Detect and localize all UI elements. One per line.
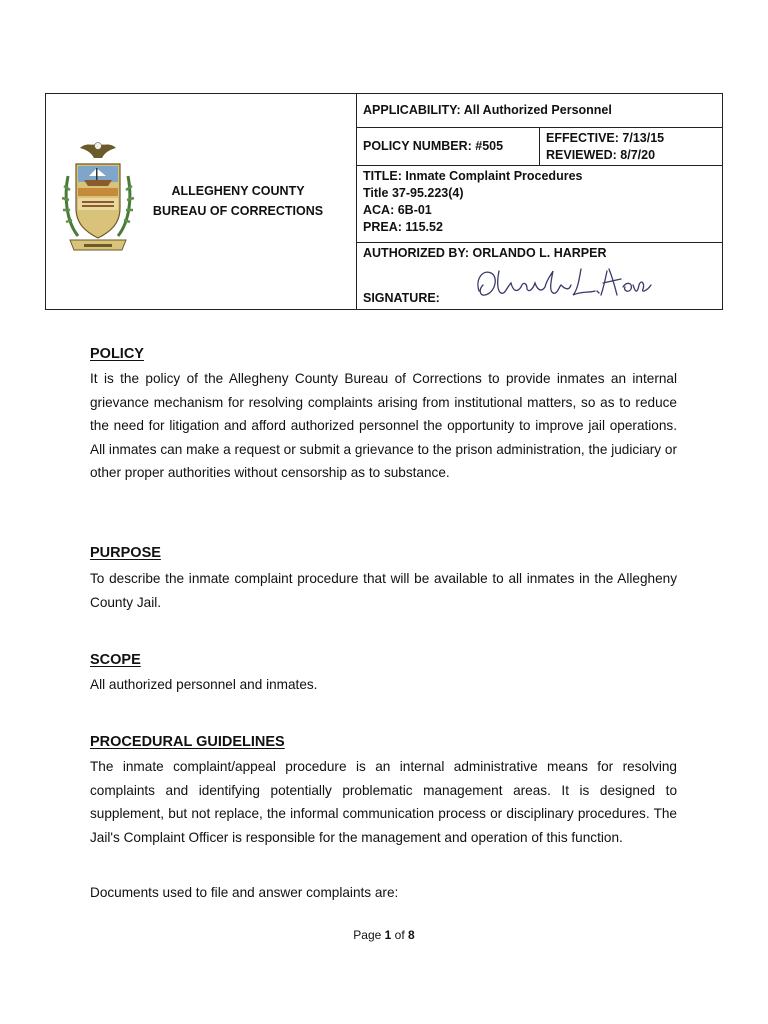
scope-paragraph: All authorized personnel and inmates.: [90, 677, 318, 692]
procedural-guidelines-paragraph: The inmate complaint/appeal procedure is an internal administrative means for resolving complaints and identifying potentially problematic management areas. It is designed to supplement, but not replace, the informal communication process or disciplinary procedures. The Jail's Complaint Officer is responsible for the management and operation of this function.: [90, 759, 677, 845]
page-current: 1: [384, 928, 392, 942]
authorization-cell: [357, 242, 723, 309]
authorized-by: AUTHORIZED BY: ORLANDO L. HARPER: [363, 245, 607, 260]
purpose-heading: PURPOSE: [90, 545, 161, 561]
title-reference: Title 37-95.223(4): [363, 186, 464, 201]
policy-header-table: [45, 93, 723, 310]
handwritten-signature: [473, 261, 653, 303]
agency-line-county: ALLEGHENY COUNTY: [171, 183, 305, 198]
purpose-paragraph: To describe the inmate complaint procedure that will be available to all inmates in the Allegheny County Jail.: [90, 571, 677, 610]
policy-paragraph: It is the policy of the Allegheny County Bureau of Corrections to provide inmates an internal grievance mechanism for resolving complaints arising from institutional matters, so as to reduce the need for litigation and afford authorized personnel the opportunity to improve jail operations. All inmates can make a request or submit a grievance to the prison administration, the judiciary or other proper authorities without censorship as to substance.: [90, 371, 677, 480]
signature-label: SIGNATURE:: [363, 291, 440, 305]
aca-reference: ACA: 6B-01: [363, 203, 432, 218]
procedural-guidelines-heading: PROCEDURAL GUIDELINES: [90, 734, 285, 750]
page-total: 8: [408, 928, 415, 942]
page-number: [0, 928, 768, 942]
policy-number-cell: POLICY NUMBER: #505: [357, 128, 540, 166]
page-prefix: Page: [353, 928, 385, 942]
dates-cell: [540, 128, 723, 166]
county-seal-icon: [56, 136, 140, 266]
title-cell: [357, 166, 723, 242]
prea-reference: PREA: 115.52: [363, 220, 443, 235]
agency-cell: [46, 94, 357, 310]
policy-title: TITLE: Inmate Complaint Procedures: [363, 169, 583, 184]
documents-paragraph: Documents used to file and answer complaints are:: [90, 885, 399, 900]
agency-name: [140, 181, 350, 221]
policy-heading: POLICY: [90, 346, 144, 362]
agency-line-bureau: BUREAU OF CORRECTIONS: [152, 203, 324, 218]
page-of: of: [391, 928, 409, 942]
applicability-cell: APPLICABILITY: All Authorized Personnel: [357, 94, 723, 128]
effective-date: EFFECTIVE: 7/13/15: [546, 131, 665, 146]
reviewed-date: REVIEWED: 8/7/20: [546, 148, 656, 163]
scope-heading: SCOPE: [90, 652, 141, 668]
